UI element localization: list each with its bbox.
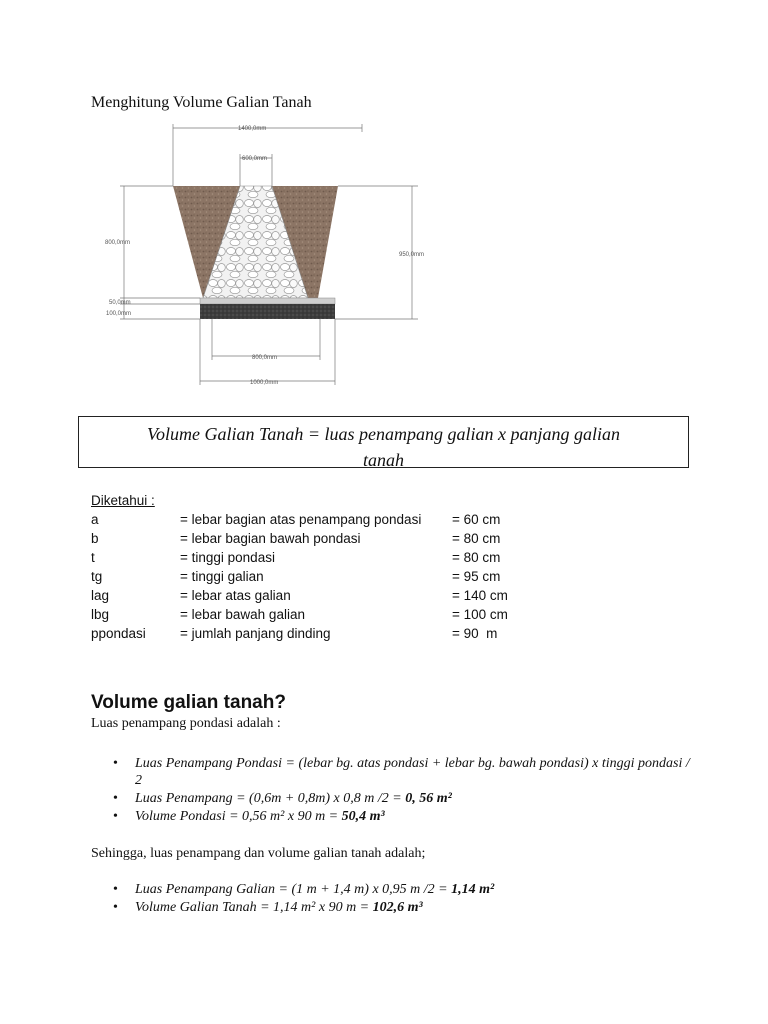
given-description: = lebar bagian atas penampang pondasi	[180, 512, 422, 527]
given-value: = 80 cm	[452, 531, 501, 546]
list-item-text: Volume Pondasi = 0,56 m² x 90 m =	[135, 809, 342, 824]
dim-label-top-width: 1400,0mm	[238, 126, 267, 132]
given-row	[91, 531, 611, 550]
list-item	[91, 899, 691, 916]
given-value: = 60 cm	[452, 512, 501, 527]
formula-line-1: Volume Galian Tanah = luas penampang galian x panjang galian	[147, 424, 620, 444]
dim-label-layer-1: 50,0mm	[109, 300, 131, 306]
dim-label-foundation-top: 600,0mm	[242, 156, 268, 162]
list-item	[91, 808, 691, 825]
sand-layer	[200, 298, 335, 304]
given-symbol: lag	[91, 588, 110, 603]
list-item-result: 0, 56 m²	[405, 791, 452, 806]
given-row	[91, 588, 611, 607]
list-item	[91, 881, 691, 898]
given-description: = lebar bawah galian	[180, 607, 305, 622]
list-item-result: 102,6 m³	[372, 900, 423, 915]
formula-line-2: tanah	[362, 450, 404, 470]
list-item-text: Luas Penampang = (0,6m + 0,8m) x 0,8 m /2 =	[135, 791, 406, 806]
given-title: Diketahui :	[91, 493, 155, 508]
list-item	[91, 790, 691, 807]
calculation-list-excavation	[91, 881, 691, 917]
dim-label-layer-2: 100,0mm	[106, 311, 132, 317]
list-item	[91, 755, 691, 789]
dim-label-left-height: 800,0mm	[105, 240, 131, 246]
list-item-text: Luas Penampang Pondasi = (lebar bg. atas pondasi + lebar bg. bawah pondasi) x tinggi pondasi / 2	[135, 756, 690, 788]
bullet-icon: •	[113, 791, 118, 806]
dim-label-bottom-outer: 1000,0mm	[250, 380, 279, 386]
given-row	[91, 607, 611, 626]
bullet-icon: •	[113, 756, 118, 771]
given-symbol: ppondasi	[91, 626, 146, 641]
given-value: = 95 cm	[452, 569, 501, 584]
given-value: = 80 cm	[452, 550, 501, 565]
given-row	[91, 569, 611, 588]
given-value: = 140 cm	[452, 588, 508, 603]
given-description: = lebar bagian bawah pondasi	[180, 531, 361, 546]
given-description: = lebar atas galian	[180, 588, 291, 603]
list-item-result: 1,14 m²	[451, 882, 495, 897]
bullet-icon: •	[113, 809, 118, 824]
given-value: = 100 cm	[452, 607, 508, 622]
document-title: Menghitung Volume Galian Tanah	[91, 94, 312, 111]
formula-box	[78, 416, 689, 468]
given-row	[91, 512, 611, 531]
section-heading: Volume galian tanah?	[91, 692, 286, 713]
given-description: = tinggi pondasi	[180, 550, 275, 565]
given-row	[91, 626, 611, 645]
conclusion-intro: Sehingga, luas penampang dan volume galian tanah adalah;	[91, 846, 426, 861]
given-description: = tinggi galian	[180, 569, 264, 584]
list-item-text: Volume Galian Tanah = 1,14 m² x 90 m =	[135, 900, 373, 915]
dim-label-bottom-inner: 800,0mm	[252, 355, 278, 361]
given-symbol: tg	[91, 569, 103, 584]
excavation-cross-section-diagram	[100, 118, 440, 393]
given-symbol: lbg	[91, 607, 110, 622]
given-row	[91, 550, 611, 569]
lean-concrete-layer	[200, 304, 335, 319]
section-intro: Luas penampang pondasi adalah :	[91, 716, 281, 731]
given-symbol: t	[91, 550, 95, 565]
given-description: = jumlah panjang dinding	[180, 626, 331, 641]
given-value: = 90 m	[452, 626, 498, 641]
bullet-icon: •	[113, 900, 118, 915]
bullet-icon: •	[113, 882, 118, 897]
given-symbol: a	[91, 512, 99, 527]
list-item-result: 50,4 m³	[341, 809, 385, 824]
calculation-list-foundation	[91, 755, 691, 826]
given-symbol: b	[91, 531, 99, 546]
dim-label-right-height: 950,0mm	[399, 252, 425, 258]
list-item-text: Luas Penampang Galian = (1 m + 1,4 m) x 0,95 m /2 =	[135, 882, 452, 897]
